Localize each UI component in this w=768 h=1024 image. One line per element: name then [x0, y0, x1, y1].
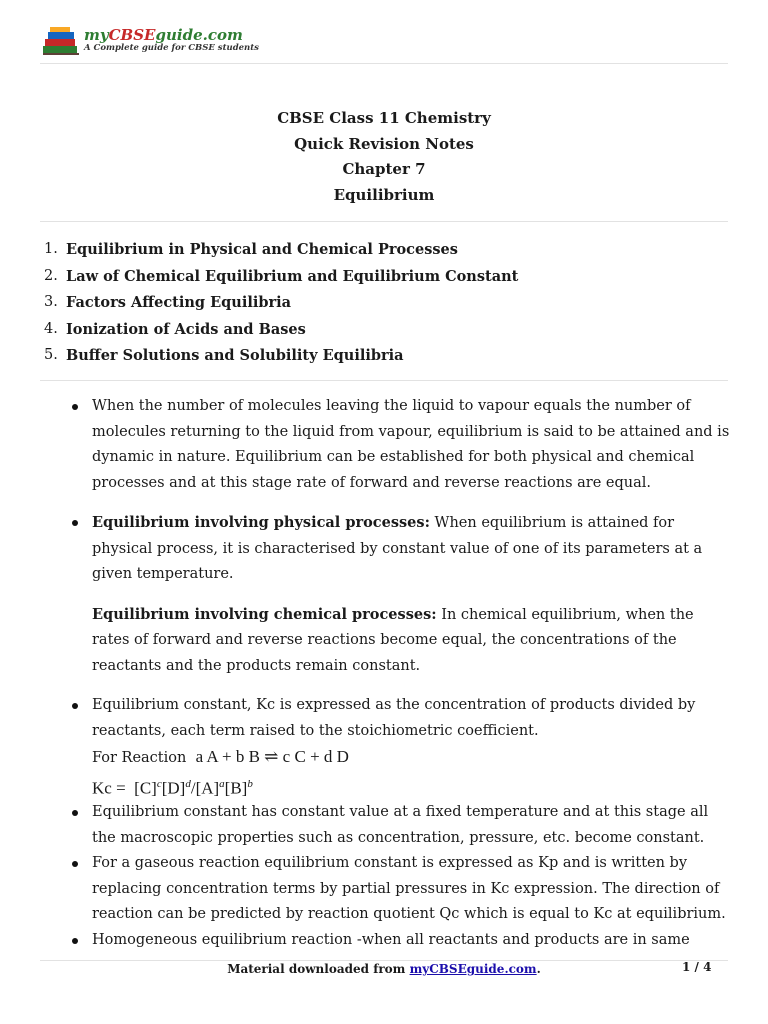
topic-item: 4. Ionization of Acids and Bases: [44, 320, 306, 338]
page-number: 1 / 4: [682, 960, 712, 974]
topic-item: 1. Equilibrium in Physical and Chemical Processes: [44, 241, 458, 258]
toc-divider: [40, 380, 728, 381]
page-header: [40, 24, 730, 64]
logo-title: myCBSEguide.com: [84, 26, 243, 44]
topic-item: 3. Factors Affecting Equilibria: [44, 294, 292, 311]
bullet-dynamic-equilibrium: When the number of molecules leaving the liquid to vapour equals the number of molecules returning to the liquid from vapour, equilibrium is said to be attained and is dynamic in nature. Equilibrium can be established for both physical and chemical processes and at this stage rate of forward and reverse reactions are equal.: [68, 394, 730, 496]
kc-expression: $Kc = [C]^c[D]^d/[A]^a[B]^b$: [92, 777, 253, 798]
title-line-3: Chapter 7: [342, 160, 426, 178]
title-line-1: CBSE Class 11 Chemistry: [277, 109, 491, 127]
logo-text: [84, 27, 259, 54]
bullet-homogeneous: Homogeneous equilibrium reaction -when all reactants and products are in same: [68, 928, 730, 954]
header-divider: [40, 63, 728, 64]
books-logo-icon: [40, 26, 82, 56]
logo-subtitle: A Complete guide for CBSE students: [84, 43, 259, 53]
reaction-line: For Reaction a A + b B ⇌ c C + d D: [92, 747, 349, 766]
reaction-equation: a A + b B ⇌ c C + d D: [195, 747, 349, 766]
footer-link[interactable]: myCBSEguide.com: [409, 962, 537, 976]
bullet-constant-value: Equilibrium constant has constant value at a fixed temperature and at this stage all the macroscopic properties such as concentration, pressure, etc. become constant.: [68, 800, 730, 851]
bullet-physical-processes: Equilibrium involving physical processes: When equilibrium is attained for physical process, it is characterised by constant value of one of its parameters at a given temperature.: [68, 510, 730, 588]
bullet-equilibrium-constant: Equilibrium constant, Kc is expressed as the concentration of products divided by reactants, each term raised to the stoichiometric coefficient. For Reaction a A + b B ⇌ c C + d D $Kc = [C]^c[D]^d/[A]^a[B]^b$: [68, 693, 730, 800]
notes-content: [68, 394, 730, 953]
topics-list: [40, 237, 730, 370]
title-line-4: Equilibrium: [333, 185, 435, 204]
topic-item: 2. Law of Chemical Equilibrium and Equilibrium Constant: [44, 267, 519, 285]
topic-item: 5. Buffer Solutions and Solubility Equilibria: [44, 347, 404, 364]
paragraph-chemical-processes: Equilibrium involving chemical processes: In chemical equilibrium, when the rates of forward and reverse reactions become equal, the concentrations of the reactants and the products remain constant.: [92, 605, 694, 674]
title-divider: [40, 221, 728, 222]
bullet-gaseous-reaction: For a gaseous reaction equilibrium constant is expressed as Kp and is written by replacing concentration terms by partial pressures in Kc expression. The direction of reaction can be predicted by reaction quotient Qc which is equal to Kc at equilibrium.: [68, 851, 730, 928]
footer-divider: [40, 960, 728, 961]
title-line-2: Quick Revision Notes: [294, 134, 474, 153]
footer-source: Material downloaded from myCBSEguide.com.: [227, 962, 541, 976]
document-title: [0, 106, 768, 208]
